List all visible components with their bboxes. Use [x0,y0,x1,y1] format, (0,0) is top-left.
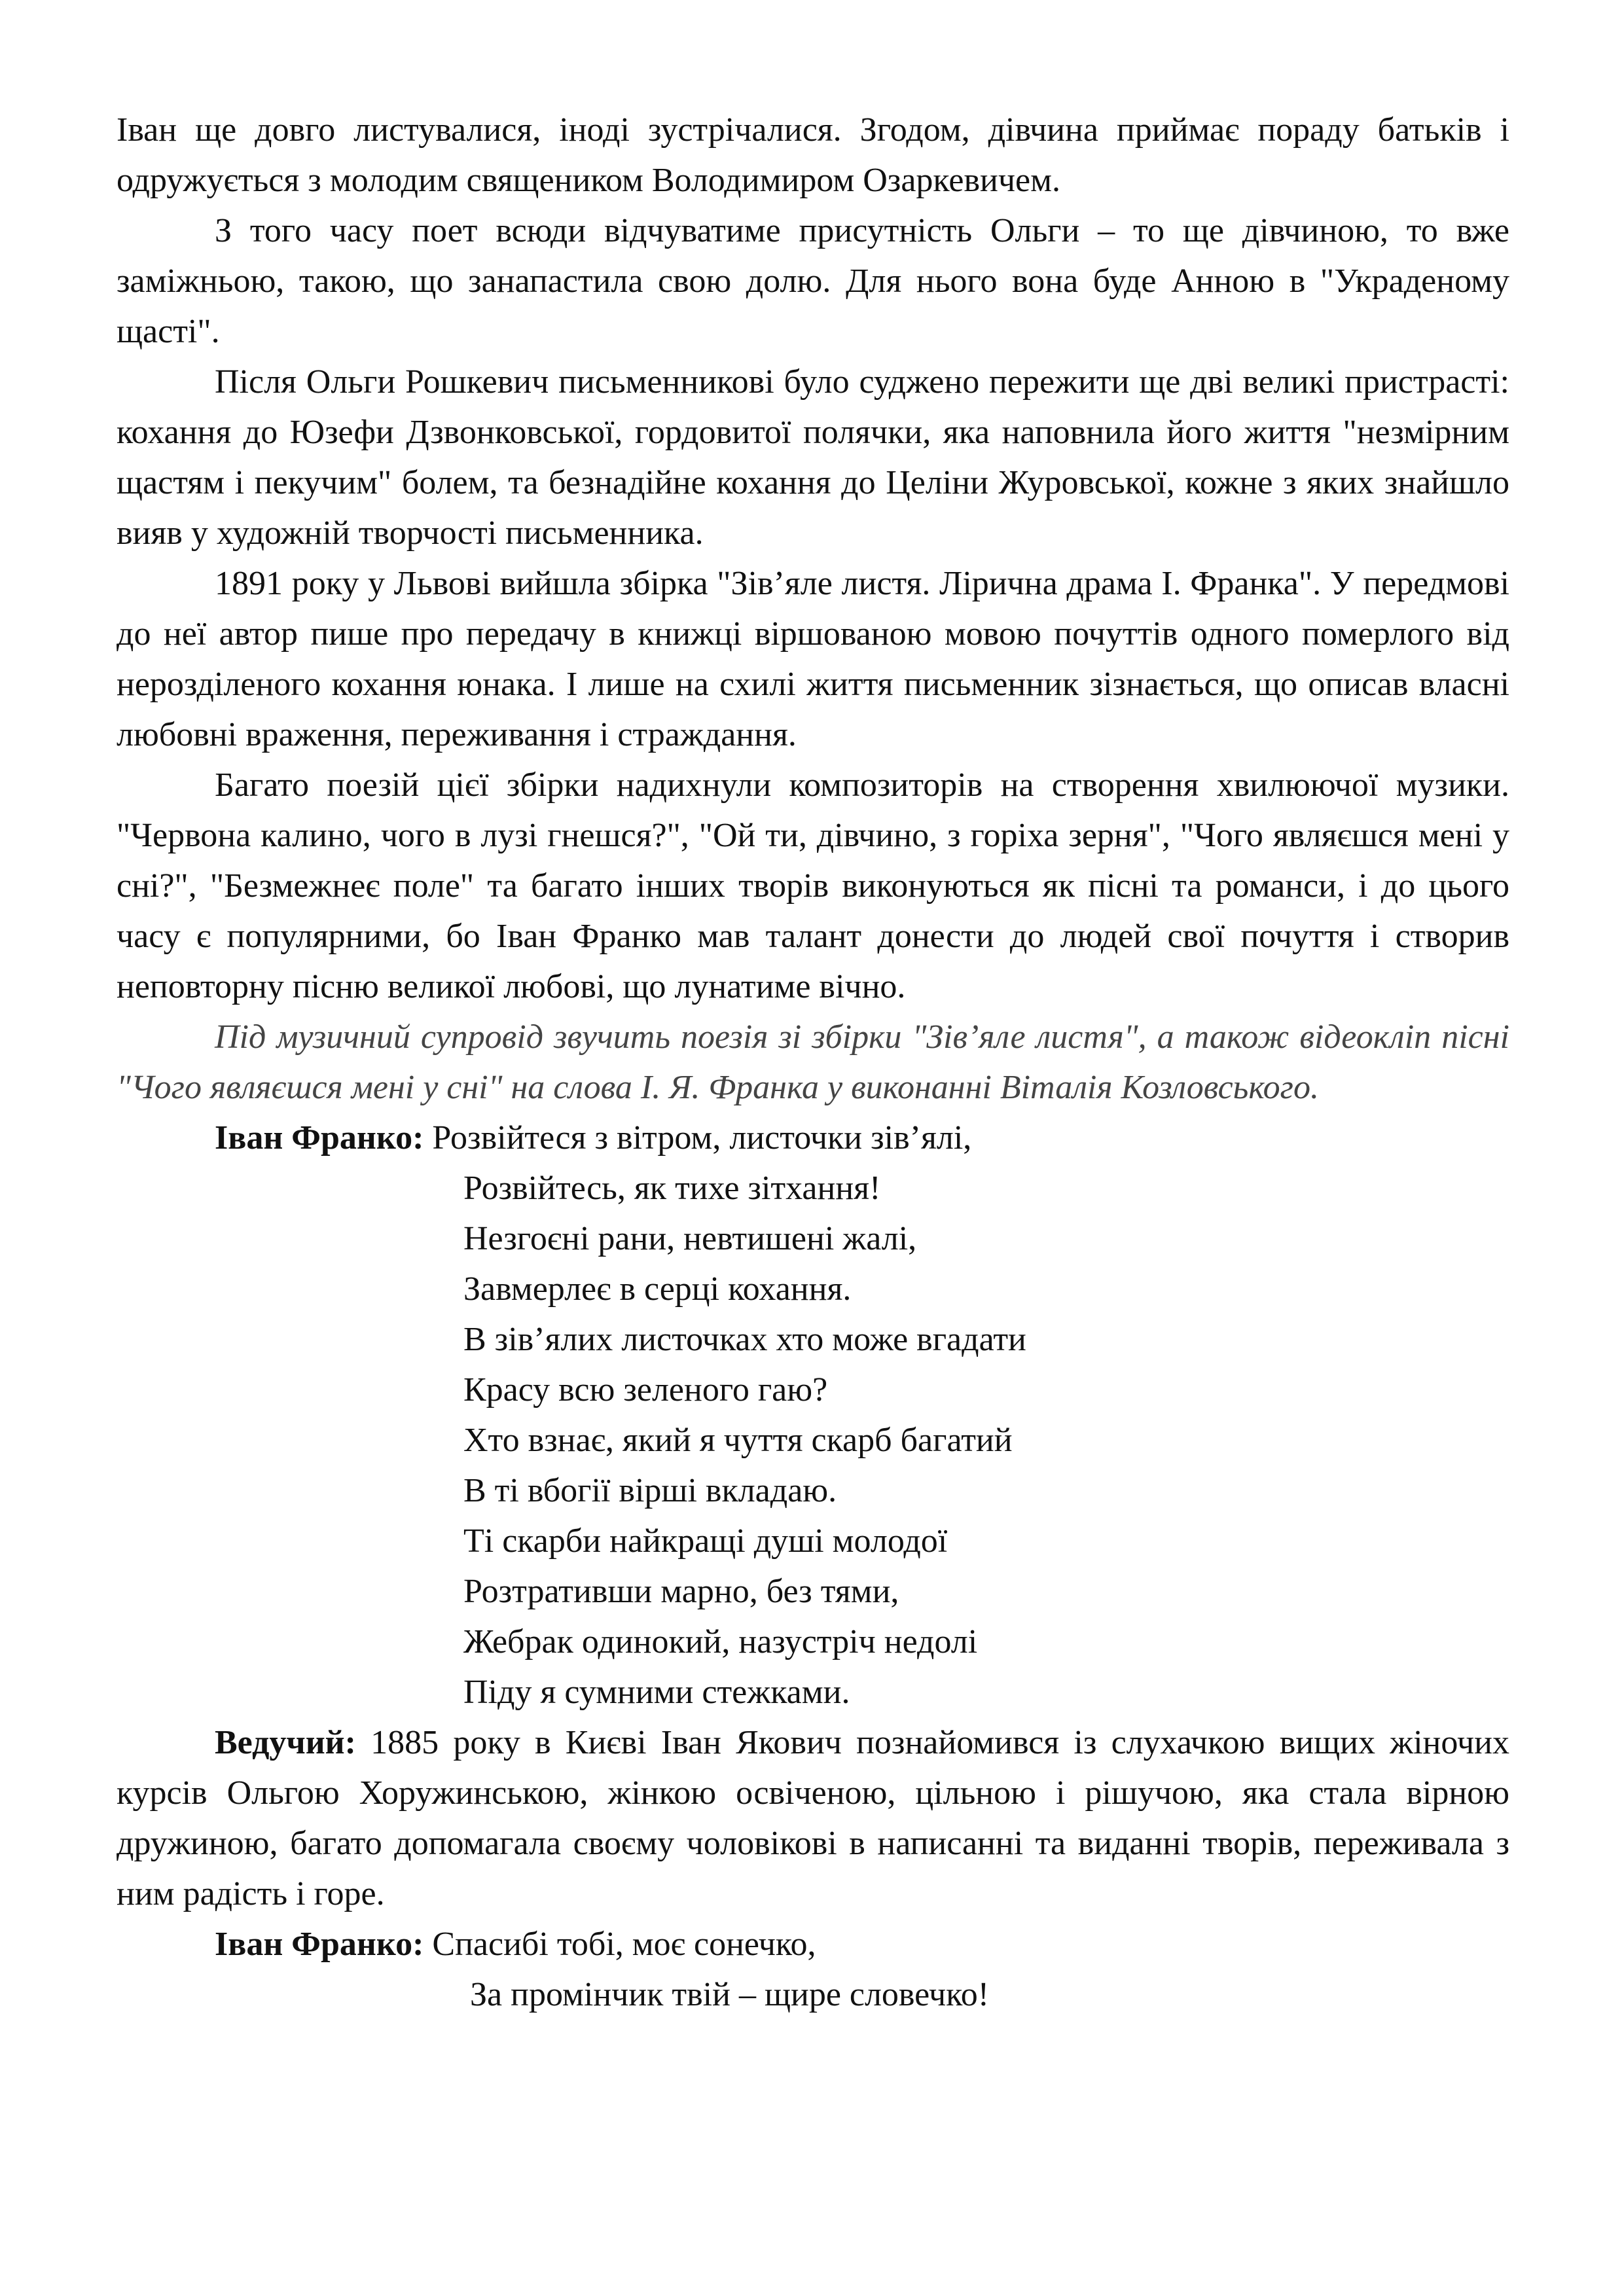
speaker-name: Ведучий: [215,1724,356,1761]
poem-verse [117,1969,1509,2020]
verse-line: Незгоєні рани, невтишені жалі, [463,1220,917,1257]
verse-line: Піду я сумними стежками. [463,1674,850,1711]
speaker-name: Іван Франко: [215,1926,424,1963]
paragraph-4: 1891 року у Львові вийшла збірка "Зів’яле листя. Лірична драма І. Франка". У передмові до неї автор пише про передачу в книжці віршованою мовою почуттів одного померлого від нерозділеного кохання юнака. І лише на схилі життя письменник зізнається, що описав власні любовні враження, переживання і страждання. [117,565,1509,753]
host-speech [117,1717,1509,1919]
paragraph-5: Багато поезій цієї збірки надихнули композиторів на створення хвилюючої музики. "Червона калино, чого в лузі гнешся?", "Ой ти, дівчино, з горіха зерня", "Чого являєшся мені у сні?", "Безмежнеє поле" та багато інших творів виконуються як пісні та романси, і до цього часу є популярними, бо Іван Франко мав талант донести до людей свої почуття і створив неповторну пісню великої любові, що лунатиме вічно. [117,766,1509,1005]
verse-line: Жебрак одинокий, назустріч недолі [463,1623,978,1660]
paragraph-1: Іван ще довго листувалися, іноді зустрічалися. Згодом, дівчина приймає пораду батьків і одружується з молодим священиком Володимиром Озаркевичем. [117,111,1509,199]
verse-first-line: Спасибі тобі, моє сонечко, [432,1926,816,1963]
verse-line: Красу всю зеленого гаю? [463,1371,828,1408]
verse-line: Ті скарби найкращі душі молодої [463,1522,948,1560]
host-text: 1885 року в Києві Іван Якович познайомився із слухачкою вищих жіночих курсів Ольгою Хоружинською, жінкою освіченою, цільною і рішучою, яка стала вірною дружиною, багато допомагала своєму чоловікові в написанні та виданні творів, переживала з ним радість і горе. [117,1724,1509,1912]
paragraph-2: З того часу поет всюди відчуватиме присутність Ольги – то ще дівчиною, то вже заміжньою, такою, що занапастила свою долю. Для нього вона буде Анною в "Украденому щасті". [117,212,1509,350]
speech-franko-1 [117,1113,1509,1163]
poem-verse [117,1163,1509,1717]
verse-line: В зів’ялих листочках хто може вгадати [463,1321,1026,1358]
speech-franko-2 [117,1919,1509,1969]
verse-line: Розвійтесь, як тихе зітхання! [463,1170,881,1207]
verse-line: В ті вбогії вірші вкладаю. [463,1472,837,1509]
speaker-name: Іван Франко: [215,1119,424,1157]
verse-line: Хто взнає, який я чуття скарб багатий [463,1422,1013,1459]
document-page [117,105,1509,2020]
verse-line: Завмерлеє в серці кохання. [463,1270,852,1308]
verse-line: Розтративши марно, без тями, [463,1573,899,1610]
verse-line: За промінчик твій – щире словечко! [470,1976,990,2013]
paragraph-3: Після Ольги Рошкевич письменникові було суджено пережити ще дві великі пристрасті: кохання до Юзефи Дзвонковської, гордовитої полячки, яка наповнила його життя "незмірним щастям і пекучим" болем, та безнадійне кохання до Целіни Журовської, кожне з яких знайшло вияв у художній творчості письменника. [117,363,1509,552]
verse-first-line: Розвійтеся з вітром, листочки зів’ялі, [432,1119,972,1157]
stage-direction: Під музичний супровід звучить поезія зі збірки "Зів’яле листя", а також відеокліп пісні "Чого являєшся мені у сні" на слова І. Я. Франка у виконанні Віталія Козловського. [117,1018,1509,1106]
